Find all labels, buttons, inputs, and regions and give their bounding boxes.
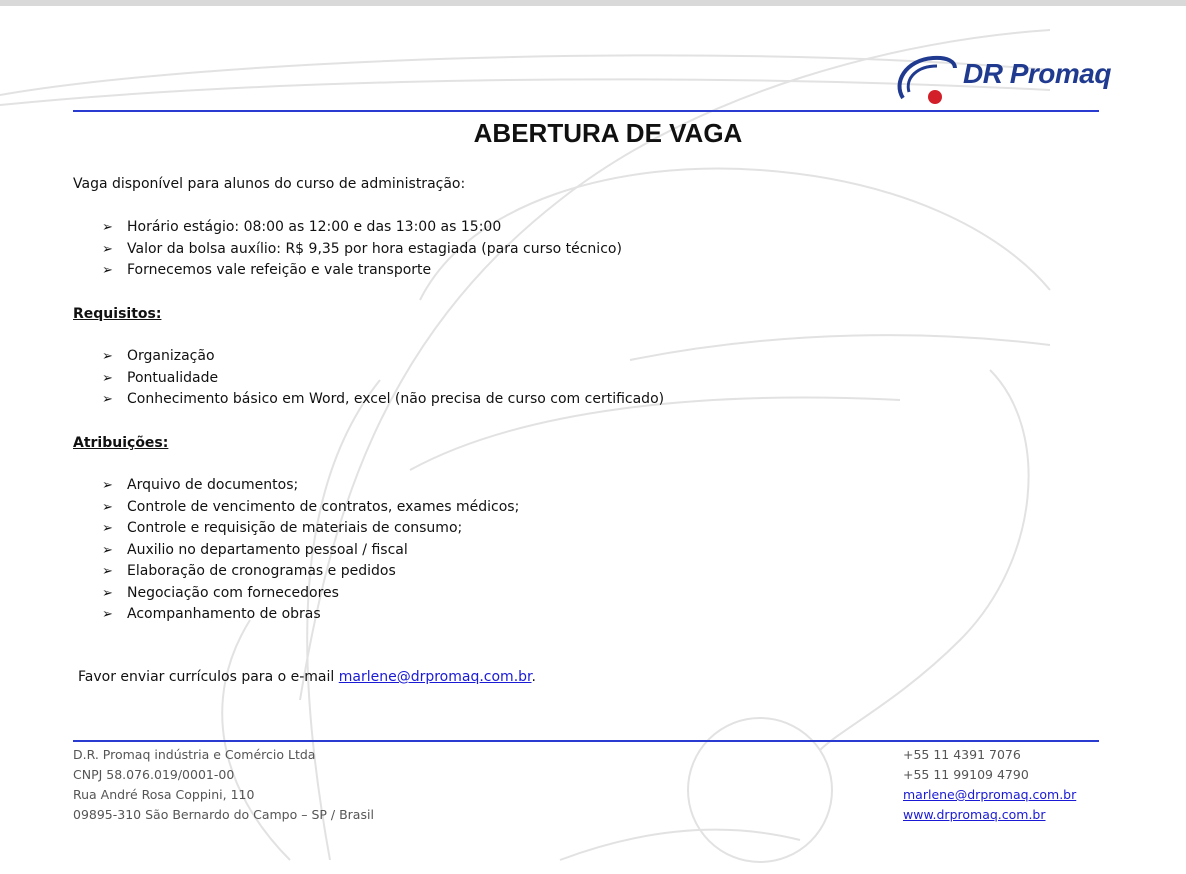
- footer-phone-1: +55 11 4391 7076: [903, 747, 1021, 762]
- arrow-bullet-icon: ➢: [102, 564, 113, 579]
- arrow-bullet-icon: ➢: [102, 499, 113, 515]
- logo-text: DR Promaq: [963, 58, 1111, 89]
- footer-company-info: [73, 745, 374, 825]
- list-item: [102, 497, 519, 519]
- atribuicoes-list: [102, 475, 519, 626]
- cta-suffix: .: [531, 669, 536, 685]
- atribuicoes-heading: Atribuições:: [73, 435, 169, 451]
- list-item: [102, 346, 664, 368]
- top-edge-bar: [0, 0, 1186, 6]
- arrow-bullet-icon: ➢: [102, 607, 113, 622]
- atribuicao-text: Auxilio no departamento pessoal / fiscal: [127, 541, 408, 558]
- intro-text: Vaga disponível para alunos do curso de administração:: [73, 176, 466, 192]
- arrow-bullet-icon: ➢: [102, 392, 113, 407]
- atribuicao-text: Elaboração de cronogramas e pedidos: [127, 563, 396, 579]
- arrow-bullet-icon: ➢: [102, 241, 113, 257]
- list-item: [102, 239, 622, 261]
- requisito-text: Organização: [127, 348, 215, 364]
- atribuicao-text: Controle e requisição de materiais de consumo;: [127, 520, 463, 536]
- offer-item-text: Valor da bolsa auxílio: R$ 9,35 por hora estagiada (para curso técnico): [127, 240, 622, 257]
- footer-divider: [73, 740, 1099, 742]
- list-item: [102, 475, 519, 497]
- arrow-bullet-icon: ➢: [102, 521, 113, 536]
- footer-contact-info: [903, 745, 1076, 825]
- cta-email-link[interactable]: marlene@drpromaq.com.br: [338, 669, 532, 685]
- requisitos-heading: Requisitos:: [73, 306, 162, 322]
- footer-company-name: D.R. Promaq indústria e Comércio Ltda: [73, 747, 316, 762]
- footer-address: Rua André Rosa Coppini, 110: [73, 787, 255, 802]
- arrow-bullet-icon: ➢: [102, 220, 113, 235]
- offer-item-text: Horário estágio: 08:00 as 12:00 e das 13:00 as 15:00: [127, 219, 502, 235]
- arrow-bullet-icon: ➢: [102, 370, 113, 386]
- cta-text: Favor enviar currículos para o e-mail: [78, 669, 339, 685]
- arrow-bullet-icon: ➢: [102, 542, 113, 558]
- footer-cnpj: CNPJ 58.076.019/0001-00: [73, 767, 235, 782]
- list-item: [102, 540, 519, 562]
- footer-email-link[interactable]: marlene@drpromaq.com.br: [903, 787, 1077, 802]
- arrow-bullet-icon: ➢: [102, 349, 113, 364]
- dr-promaq-logo: [893, 48, 1111, 108]
- footer-phone-2: +55 11 99109 4790: [903, 767, 1029, 782]
- arrow-bullet-icon: ➢: [102, 478, 113, 493]
- list-item: [102, 583, 519, 605]
- list-item: [102, 260, 622, 282]
- atribuicao-text: Controle de vencimento de contratos, exames médicos;: [127, 498, 520, 515]
- list-item: [102, 389, 664, 411]
- page-title: ABERTURA DE VAGA: [473, 118, 743, 148]
- list-item: [102, 561, 519, 583]
- offer-item-text: Fornecemos vale refeição e vale transporte: [127, 262, 432, 278]
- atribuicao-text: Acompanhamento de obras: [127, 606, 321, 622]
- logo-swirl-icon: [893, 48, 963, 108]
- list-item: [102, 604, 519, 626]
- atribuicao-text: Negociação com fornecedores: [127, 584, 339, 601]
- list-item: [102, 217, 622, 239]
- requisitos-list: [102, 346, 664, 411]
- arrow-bullet-icon: ➢: [102, 263, 113, 278]
- requisito-text: Conhecimento básico em Word, excel (não precisa de curso com certificado): [127, 391, 665, 407]
- list-item: [102, 368, 664, 390]
- arrow-bullet-icon: ➢: [102, 585, 113, 601]
- requisito-text: Pontualidade: [127, 369, 219, 386]
- footer-city: 09895-310 São Bernardo do Campo – SP / Brasil: [73, 807, 374, 822]
- offer-list: [102, 217, 622, 282]
- footer-website-link[interactable]: www.drpromaq.com.br: [903, 807, 1046, 822]
- atribuicao-text: Arquivo de documentos;: [127, 477, 299, 493]
- list-item: [102, 518, 519, 540]
- cta-line: [78, 669, 536, 685]
- header-divider: [73, 110, 1099, 112]
